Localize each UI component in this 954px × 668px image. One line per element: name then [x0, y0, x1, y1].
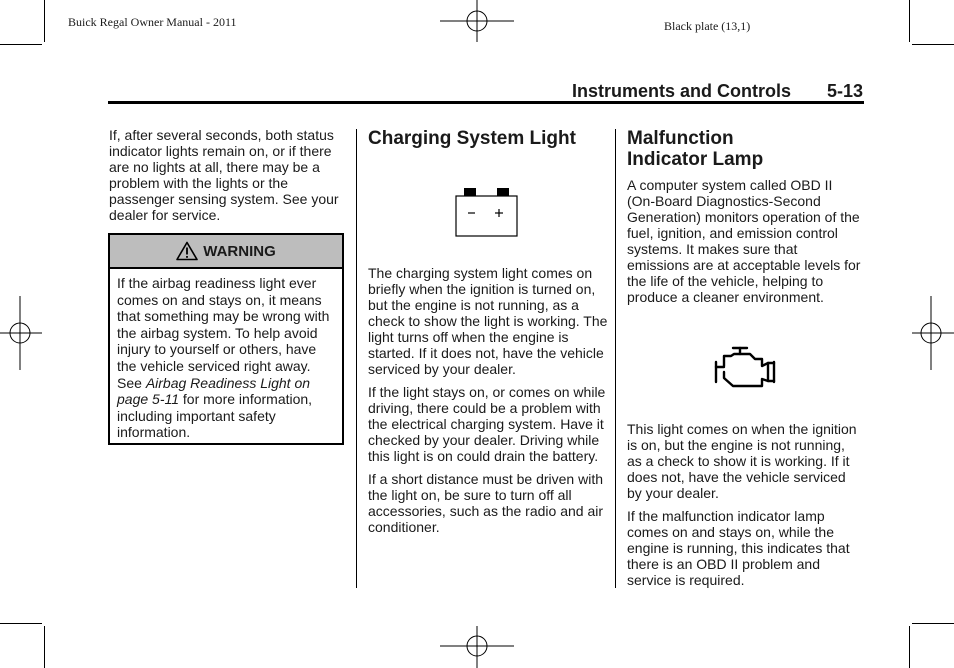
malfunction-lamp-body — [627, 421, 863, 595]
battery-icon — [455, 187, 518, 237]
running-header — [108, 80, 863, 102]
warning-box — [108, 233, 344, 445]
heading-line-2: Indicator Lamp — [627, 149, 764, 170]
column-divider — [615, 129, 616, 588]
header-rule — [108, 101, 864, 104]
charging-system-body — [368, 265, 608, 542]
page-number: 5-13 — [826, 81, 863, 101]
crop-mark — [912, 44, 954, 45]
charging-system-heading: Charging System Light — [368, 128, 576, 149]
registration-mark-bottom — [440, 626, 514, 668]
crop-mark — [0, 44, 42, 45]
warning-text — [110, 269, 342, 441]
crop-mark — [909, 626, 910, 668]
registration-mark-top — [440, 0, 514, 42]
airbag-readiness-reference-link[interactable]: Airbag Readiness Light on page 5-11 — [117, 374, 311, 408]
warning-text-end: for more information, including important safety information. — [117, 391, 313, 441]
crop-mark — [912, 623, 954, 624]
warning-triangle-icon — [176, 241, 198, 261]
crop-mark — [44, 0, 45, 42]
crop-mark — [44, 626, 45, 668]
malfunction-paragraph: This light comes on when the ignition is on, but the engine is not running, as a check to show it is working. If it does not, have the vehicle serviced by your dealer. — [627, 421, 857, 501]
warning-label: WARNING — [203, 242, 276, 260]
registration-mark-right — [912, 296, 954, 370]
obd-intro-paragraph: A computer system called OBD II (On-Board Diagnostics-Second Generation) monitors operation of the fuel, ignition, and emission control systems. It makes sure that emissions are at acceptable levels for the life of the vehicle, helping to produce a cleaner environment. — [627, 177, 861, 305]
crop-mark — [909, 0, 910, 42]
charging-paragraph: If the light stays on, or comes on while driving, there could be a problem with the electrical charging system. Have it checked by your dealer. Driving while this light is on could drain the battery. — [368, 384, 606, 464]
intro-paragraph: If, after several seconds, both status indicator lights remain on, or if there are no lights at all, there may be a problem with the lights or the passenger sensing system. See your dealer for service. — [109, 127, 339, 223]
warning-text-start: If the airbag readiness light ever comes on and stays on, it means that something may be wrong with the airbag system. To help avoid injury to yourself or others, have the vehicle serviced right away. See — [117, 275, 330, 391]
registration-mark-left — [0, 296, 42, 370]
charging-paragraph: The charging system light comes on briefly when the ignition is turned on, but the engine is not running, as a check to show the light is working. The light turns off when the engine is started. If it does not, have the vehicle serviced by your dealer. — [368, 265, 608, 377]
malfunction-paragraph: If the malfunction indicator lamp comes on and stays on, while the engine is running, this indicates that there is an OBD II problem and service is required. — [627, 508, 850, 588]
engine-icon — [713, 345, 779, 389]
warning-header — [110, 235, 342, 269]
crop-mark — [0, 623, 42, 624]
section-title: Instruments and Controls — [572, 81, 792, 101]
charging-paragraph: If a short distance must be driven with the light on, be sure to turn off all accessories, such as the radio and air conditioner. — [368, 471, 604, 535]
plate-right-text: Black plate (13,1) — [664, 19, 751, 33]
plate-left-text: Buick Regal Owner Manual - 2011 — [68, 15, 237, 29]
malfunction-lamp-heading — [627, 128, 763, 170]
heading-line-1: Malfunction — [627, 128, 734, 149]
column-divider — [356, 129, 357, 588]
